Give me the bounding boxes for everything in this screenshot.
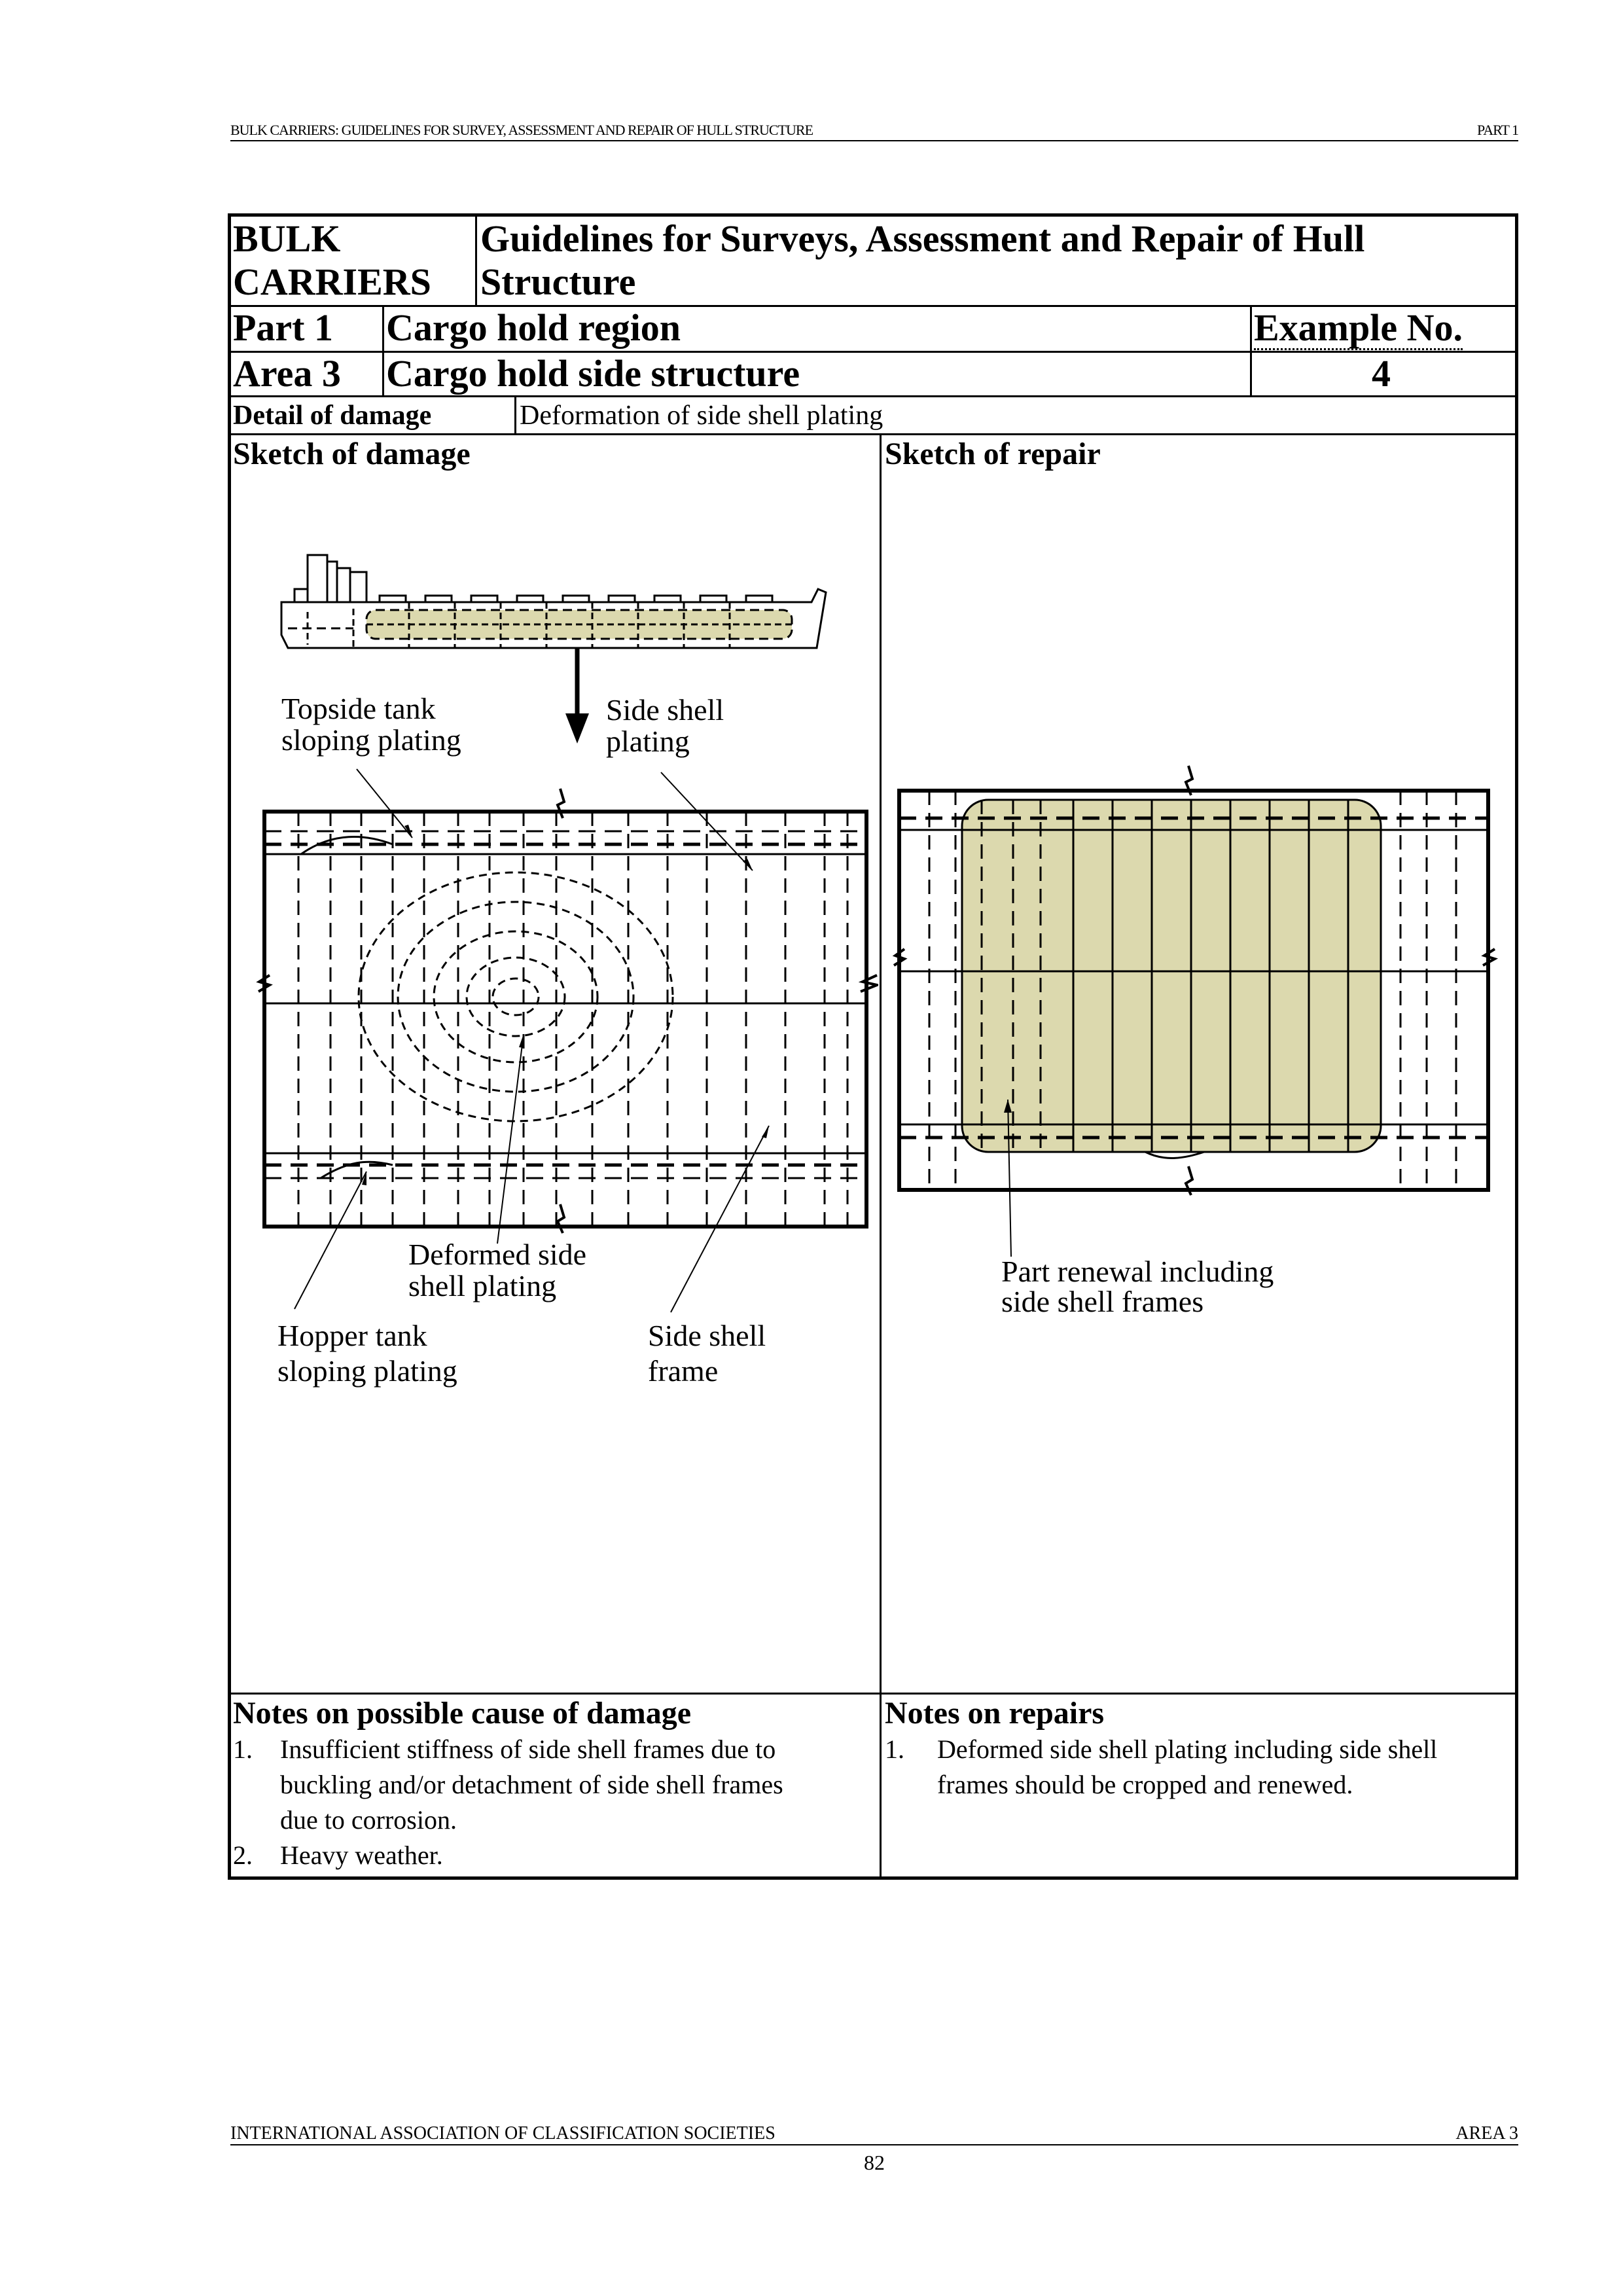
example-label: Example No. — [1254, 306, 1463, 349]
renewal-area — [962, 800, 1381, 1152]
divider — [475, 215, 477, 306]
cause-item-1 — [233, 1732, 874, 1838]
cause-item-1-line-2: buckling and/or detachment of side shell frames — [280, 1770, 783, 1799]
area-value: Cargo hold side structure — [386, 352, 800, 395]
cause-item-1-num: 1. — [233, 1734, 253, 1764]
label-topside-2: sloping plating — [281, 723, 461, 757]
label-topside-1: Topside tank — [281, 692, 436, 725]
sketch-repair-heading: Sketch of repair — [885, 437, 1101, 471]
example-number: 4 — [1372, 352, 1391, 395]
damage-panel — [259, 789, 877, 1233]
notes-repairs-heading: Notes on repairs — [885, 1696, 1105, 1731]
header-rule — [230, 140, 1518, 141]
running-header-right: PART 1 — [1477, 122, 1518, 138]
label-hopper-2: sloping plating — [277, 1354, 457, 1388]
damage-sketch — [230, 524, 878, 1388]
category-line1: BULK — [233, 217, 341, 260]
repair-item-1-num: 1. — [885, 1734, 904, 1764]
part-value: Cargo hold region — [386, 306, 681, 349]
footer-right: AREA 3 — [1455, 2123, 1518, 2144]
label-deformed-2: shell plating — [408, 1269, 557, 1302]
label-renewal-1: Part renewal including — [1001, 1255, 1274, 1288]
detail-label: Detail of damage — [233, 401, 432, 431]
repair-item-1-line-2: frames should be cropped and renewed. — [937, 1770, 1353, 1799]
divider — [514, 395, 516, 435]
document-title-line2: Structure — [480, 260, 636, 303]
repair-item-1 — [885, 1732, 1513, 1803]
repair-item-1-line-1: Deformed side shell plating including side shell — [937, 1734, 1438, 1764]
label-deformed-1: Deformed side — [408, 1238, 587, 1271]
divider — [229, 1693, 1517, 1695]
label-frame-1: Side shell — [648, 1319, 766, 1352]
divider — [229, 395, 1517, 397]
label-frame-2: frame — [648, 1354, 719, 1388]
document-title-line1: Guidelines for Surveys, Assessment and Repair of Hull — [480, 217, 1365, 260]
footer-rule — [230, 2144, 1518, 2145]
deformation-contours — [359, 872, 673, 1121]
label-sideshell-1: Side shell — [606, 693, 724, 726]
footer-left: INTERNATIONAL ASSOCIATION OF CLASSIFICATION SOCIETIES — [230, 2123, 776, 2144]
detail-value: Deformation of side shell plating — [520, 401, 883, 431]
label-sideshell-2: plating — [606, 725, 690, 758]
page-number: 82 — [864, 2151, 885, 2174]
label-renewal-2: side shell frames — [1001, 1285, 1204, 1318]
sketch-damage-heading: Sketch of damage — [233, 437, 471, 471]
part-label: Part 1 — [233, 306, 333, 349]
repair-sketch — [881, 759, 1517, 1322]
cause-item-2 — [233, 1838, 874, 1873]
category-line2: CARRIERS — [233, 260, 431, 303]
area-label: Area 3 — [233, 352, 341, 395]
cause-item-2-line-1: Heavy weather. — [280, 1840, 443, 1870]
divider — [229, 433, 1517, 435]
label-hopper-1: Hopper tank — [277, 1319, 427, 1352]
cause-item-1-line-3: due to corrosion. — [280, 1805, 457, 1835]
notes-cause-heading: Notes on possible cause of damage — [233, 1696, 692, 1731]
running-header-left: BULK CARRIERS: GUIDELINES FOR SURVEY, ASSESSMENT AND REPAIR OF HULL STRUCTURE — [230, 122, 813, 138]
cause-item-2-num: 2. — [233, 1840, 253, 1870]
cause-item-1-line-1: Insufficient stiffness of side shell frames due to — [280, 1734, 776, 1764]
